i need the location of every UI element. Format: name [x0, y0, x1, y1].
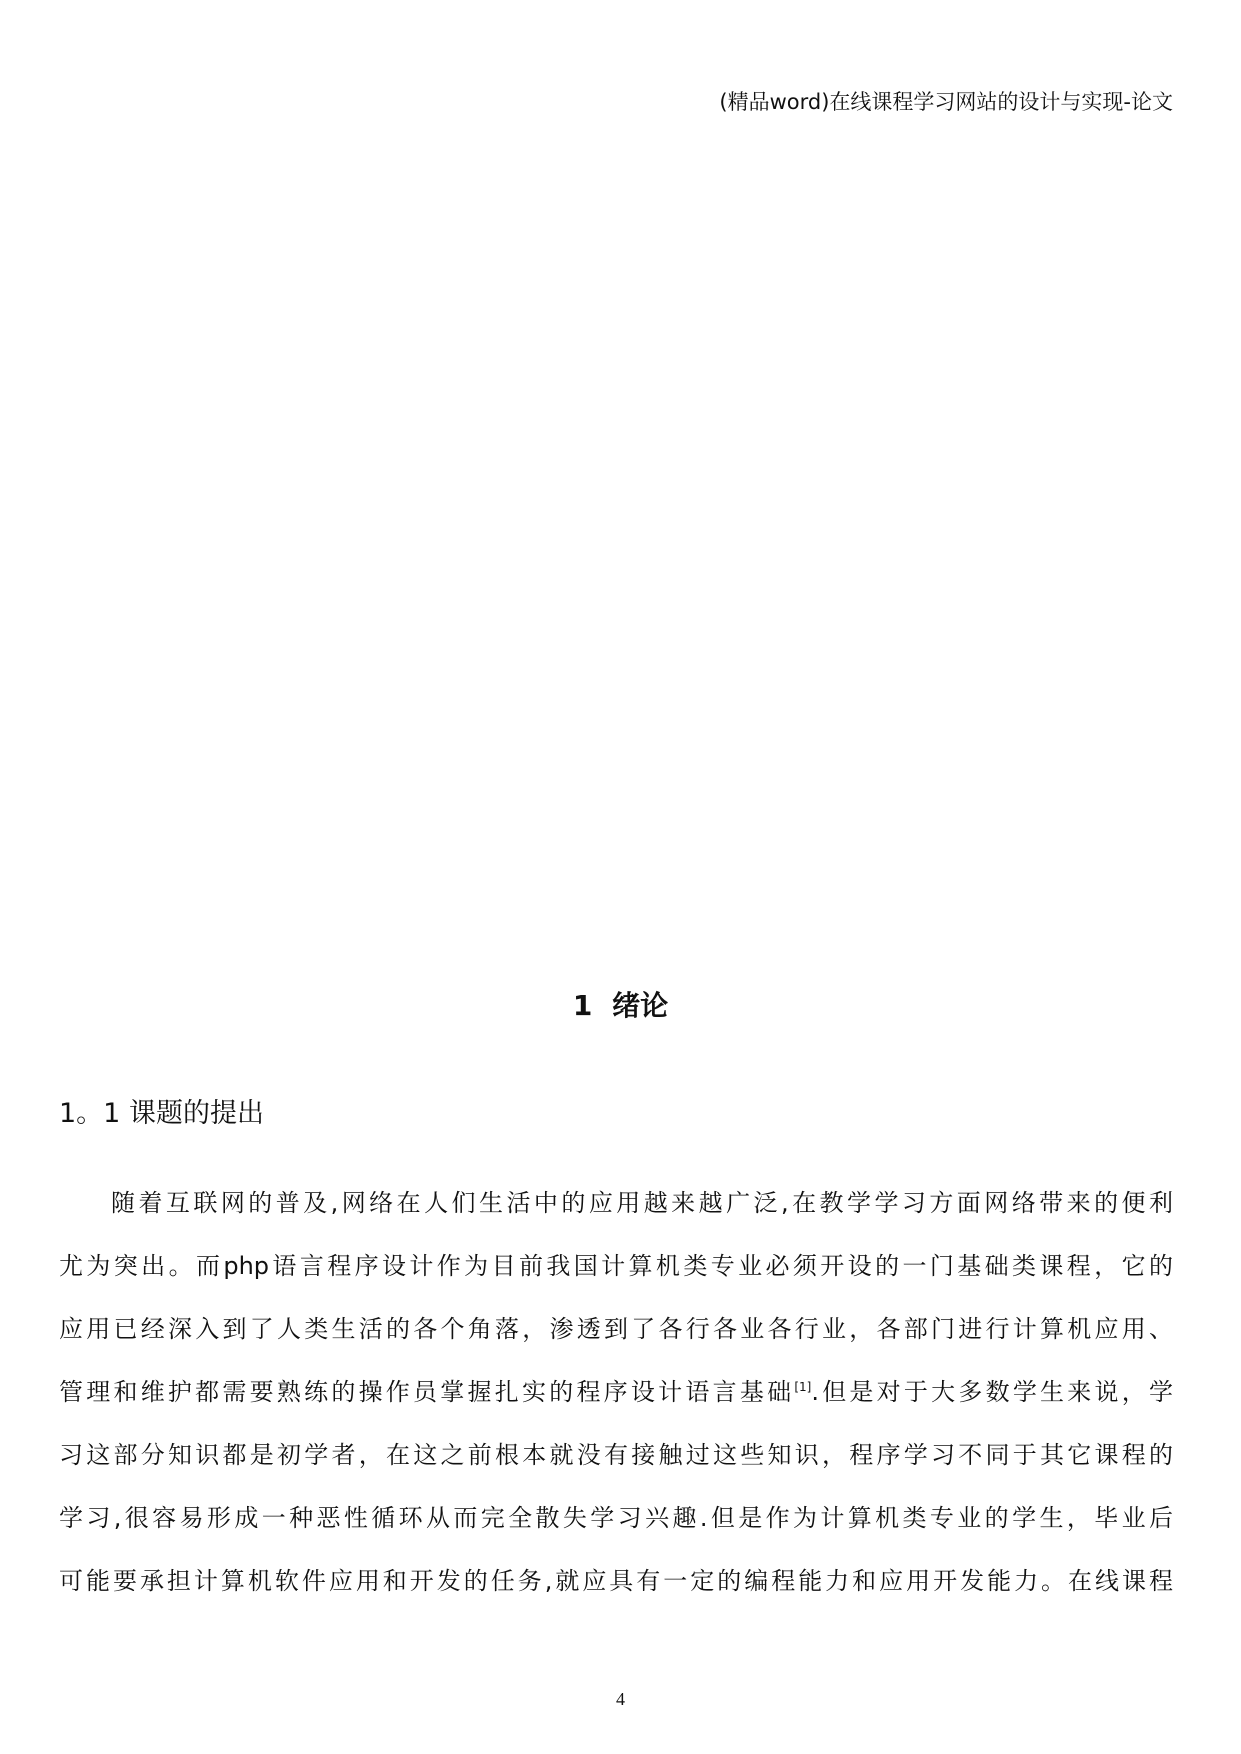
running-header: (精品word)在线课程学习网站的设计与实现-论文 [719, 90, 1173, 114]
body-line: 可能要承担计算机软件应用和开发的任务,就应具有一定的编程能力和应用开发能力。在线课程 [59, 1567, 1173, 1595]
body-line: 学习,很容易形成一种恶性循环从而完全散失学习兴趣.但是作为计算机类专业的学生，毕业后 [59, 1504, 1173, 1532]
chapter-title: 1 绪论 [572, 989, 669, 1022]
body-line: 随着互联网的普及,网络在人们生活中的应用越来越广泛,在教学学习方面网络带来的便利 [111, 1189, 1173, 1217]
section-title: 1。1 课题的提出 [59, 1098, 264, 1129]
page-number: 4 [616, 1689, 625, 1709]
body-line: 习这部分知识都是初学者，在这之前根本就没有接触过这些知识，程序学习不同于其它课程的 [59, 1441, 1173, 1469]
body-line: 尤为突出。而php语言程序设计作为目前我国计算机类专业必须开设的一门基础类课程，它的 [59, 1252, 1173, 1280]
body-line-text: 管理和维护都需要熟练的操作员掌握扎实的程序设计语言基础 [59, 1378, 795, 1406]
body-paragraph [59, 1180, 1173, 1621]
body-line-text: .但是对于大多数学生来说，学 [811, 1378, 1173, 1406]
citation-marker: [1] [794, 1380, 812, 1394]
body-line-with-citation [59, 1369, 1173, 1432]
body-line: 应用已经深入到了人类生活的各个角落，渗透到了各行各业各行业，各部门进行计算机应用、 [59, 1315, 1173, 1343]
